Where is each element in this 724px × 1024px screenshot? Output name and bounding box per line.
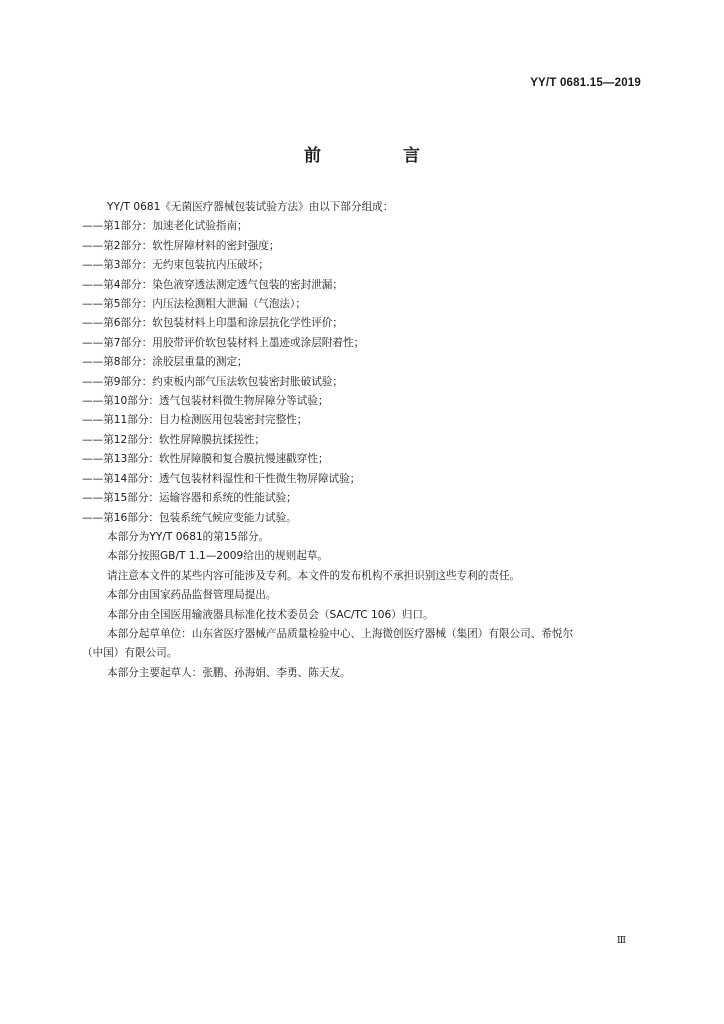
body-paragraph: 本部分主要起草人：张鹏、孙海娟、李勇、陈天友。 — [107, 666, 351, 679]
part-item: ——第8部分：涂胶层重量的测定； — [82, 356, 248, 369]
part-item: ——第4部分：染色液穿透法测定透气包装的密封泄漏； — [82, 278, 343, 291]
body-paragraph: 本部分按照GB/T 1.1—2009给出的规则起草。 — [107, 550, 329, 563]
part-item: ——第14部分：透气包装材料湿性和干性微生物屏障试验； — [82, 472, 361, 485]
body-paragraph: 本部分由国家药品监督管理局提出。 — [107, 589, 277, 602]
page-number: Ⅲ — [616, 935, 626, 946]
part-item: ——第16部分：包装系统气候应变能力试验。 — [82, 511, 297, 524]
body-paragraph: 本部分为YY/T 0681的第15部分。 — [107, 530, 270, 543]
part-item: ——第6部分：软包装材料上印墨和涂层抗化学性评价； — [82, 317, 343, 330]
body-paragraph-continuation: （中国）有限公司。 — [82, 647, 178, 660]
part-item: ——第3部分：无约束包装抗内压破坏； — [82, 259, 269, 272]
part-item: ——第1部分：加速老化试验指南； — [82, 220, 248, 233]
part-item: ——第5部分：内压法检测粗大泄漏（气泡法）； — [82, 298, 306, 311]
body-paragraph: 请注意本文件的某些内容可能涉及专利。本文件的发布机构不承担识别这些专利的责任。 — [107, 569, 521, 582]
body-paragraph: 本部分起草单位：山东省医疗器械产品质量检验中心、上海微创医疗器械（集团）有限公司、希悦尔 — [107, 627, 574, 640]
part-item: ——第2部分：软性屏障材料的密封强度； — [82, 239, 280, 252]
standard-code: YY/T 0681.15—2019 — [530, 77, 641, 89]
intro-line: YY/T 0681《无菌医疗器械包装试验方法》由以下部分组成： — [107, 201, 394, 213]
document-body — [0, 198, 724, 683]
page-title: 前 言 — [304, 146, 458, 166]
part-item: ——第10部分：透气包装材料微生物屏障分等试验； — [82, 395, 329, 408]
part-item: ——第7部分：用胶带评价软包装材料上墨迹或涂层附着性； — [82, 336, 365, 349]
part-item: ——第13部分：软性屏障膜和复合膜抗慢速戳穿性； — [82, 453, 329, 466]
part-item: ——第12部分：软性屏障膜抗揉搓性； — [82, 433, 265, 446]
part-item: ——第11部分：目力检测医用包装密封完整性； — [82, 414, 308, 427]
part-item: ——第15部分：运输容器和系统的性能试验； — [82, 492, 297, 505]
body-paragraph: 本部分由全国医用输液器具标准化技术委员会（SAC/TC 106）归口。 — [107, 608, 434, 621]
part-item: ——第9部分：约束板内部气压法软包装密封胀破试验； — [82, 375, 343, 388]
